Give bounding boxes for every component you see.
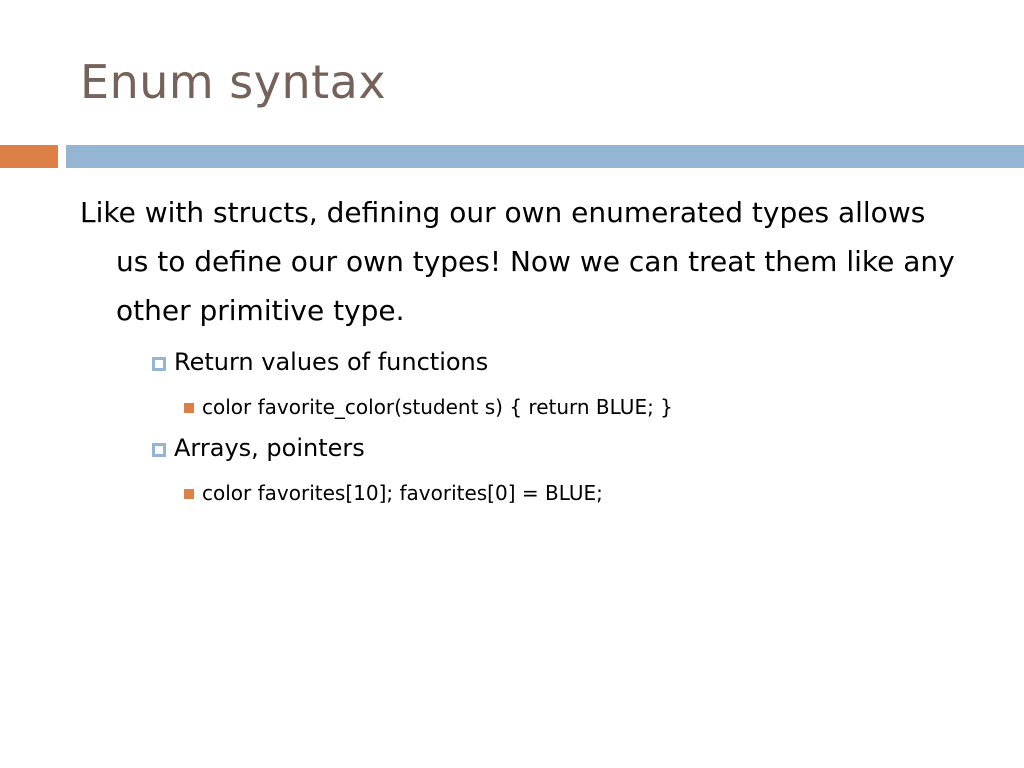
bullet-item bbox=[150, 347, 960, 377]
bullet-item bbox=[150, 433, 960, 463]
accent-bar-blue bbox=[66, 145, 1024, 168]
slide-title: Enum syntax bbox=[80, 55, 387, 109]
square-filled-bullet-icon bbox=[184, 489, 194, 499]
body-paragraph: Like with structs, defining our own enumerated types allows us to define our own types! Now we can treat them like any other primitive type. bbox=[80, 196, 955, 327]
accent-bar-orange bbox=[0, 145, 58, 168]
slide-body bbox=[80, 188, 960, 507]
square-filled-bullet-icon bbox=[184, 403, 194, 413]
sub-bullet-item bbox=[180, 479, 960, 507]
square-outline-bullet-icon bbox=[152, 357, 166, 371]
sub-bullet-item bbox=[180, 393, 960, 421]
sub-bullet-label: color favorite_color(student s) { return BLUE; } bbox=[202, 395, 673, 419]
bullet-label: Arrays, pointers bbox=[174, 434, 365, 462]
bullet-label: Return values of functions bbox=[174, 348, 489, 376]
square-outline-bullet-icon bbox=[152, 443, 166, 457]
sub-bullet-label: color favorites[10]; favorites[0] = BLUE; bbox=[202, 481, 603, 505]
